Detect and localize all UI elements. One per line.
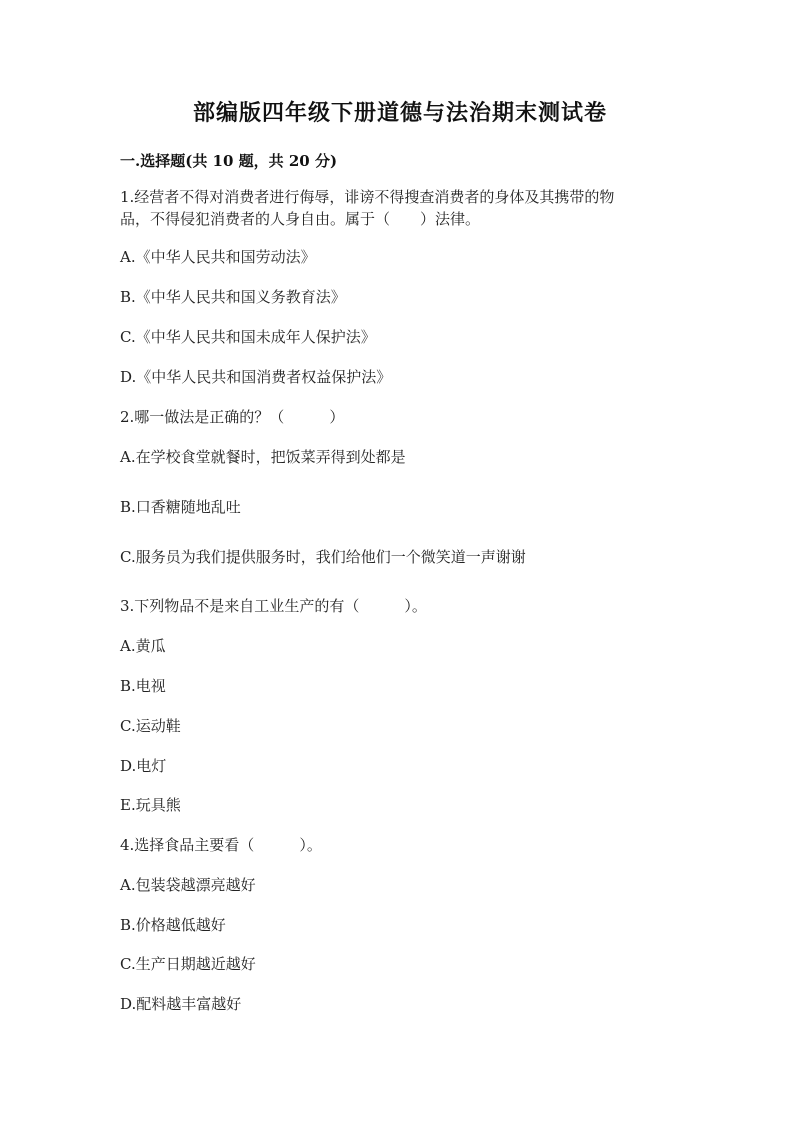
question-2-option-c: C.服务员为我们提供服务时，我们给他们一个微笑道一声谢谢 xyxy=(120,548,526,566)
question-2-option-a: A.在学校食堂就餐时，把饭菜弄得到处都是 xyxy=(120,448,406,466)
question-1-stem-line-1: 1.经营者不得对消费者进行侮辱，诽谤不得搜查消费者的身体及其携带的物 xyxy=(120,188,615,206)
question-4-option-b: B.价格越低越好 xyxy=(120,916,226,934)
question-1-stem-line-2: 品，不得侵犯消费者的人身自由。属于（ ）法律。 xyxy=(120,210,481,228)
question-2-option-b: B.口香糖随地乱吐 xyxy=(120,498,241,516)
question-4-option-c: C.生产日期越近越好 xyxy=(120,955,256,973)
question-1-stem xyxy=(120,186,685,230)
question-3-option-e: E.玩具熊 xyxy=(120,796,181,814)
section-heading: 一.选择题(共 10 题，共 20 分) xyxy=(120,152,338,170)
question-4-option-d: D.配料越丰富越好 xyxy=(120,995,242,1013)
question-3-option-c: C.运动鞋 xyxy=(120,717,181,735)
question-2-stem: 2.哪一做法是正确的？（ ） xyxy=(120,408,345,426)
question-1-option-b: B.《中华人民共和国义务教育法》 xyxy=(120,288,346,306)
question-3-option-a: A.黄瓜 xyxy=(120,637,166,655)
question-3-stem: 3.下列物品不是来自工业生产的有（ ）。 xyxy=(120,597,427,615)
page-title: 部编版四年级下册道德与法治期末测试卷 xyxy=(192,100,607,126)
question-3-option-d: D.电灯 xyxy=(120,757,167,775)
question-1-option-d: D.《中华人民共和国消费者权益保护法》 xyxy=(120,368,392,386)
question-4-option-a: A.包装袋越漂亮越好 xyxy=(120,876,256,894)
question-1-option-c: C.《中华人民共和国未成年人保护法》 xyxy=(120,328,376,346)
question-3-option-b: B.电视 xyxy=(120,677,166,695)
question-4-stem: 4.选择食品主要看（ ）。 xyxy=(120,836,322,854)
question-1-option-a: A.《中华人民共和国劳动法》 xyxy=(120,248,316,266)
